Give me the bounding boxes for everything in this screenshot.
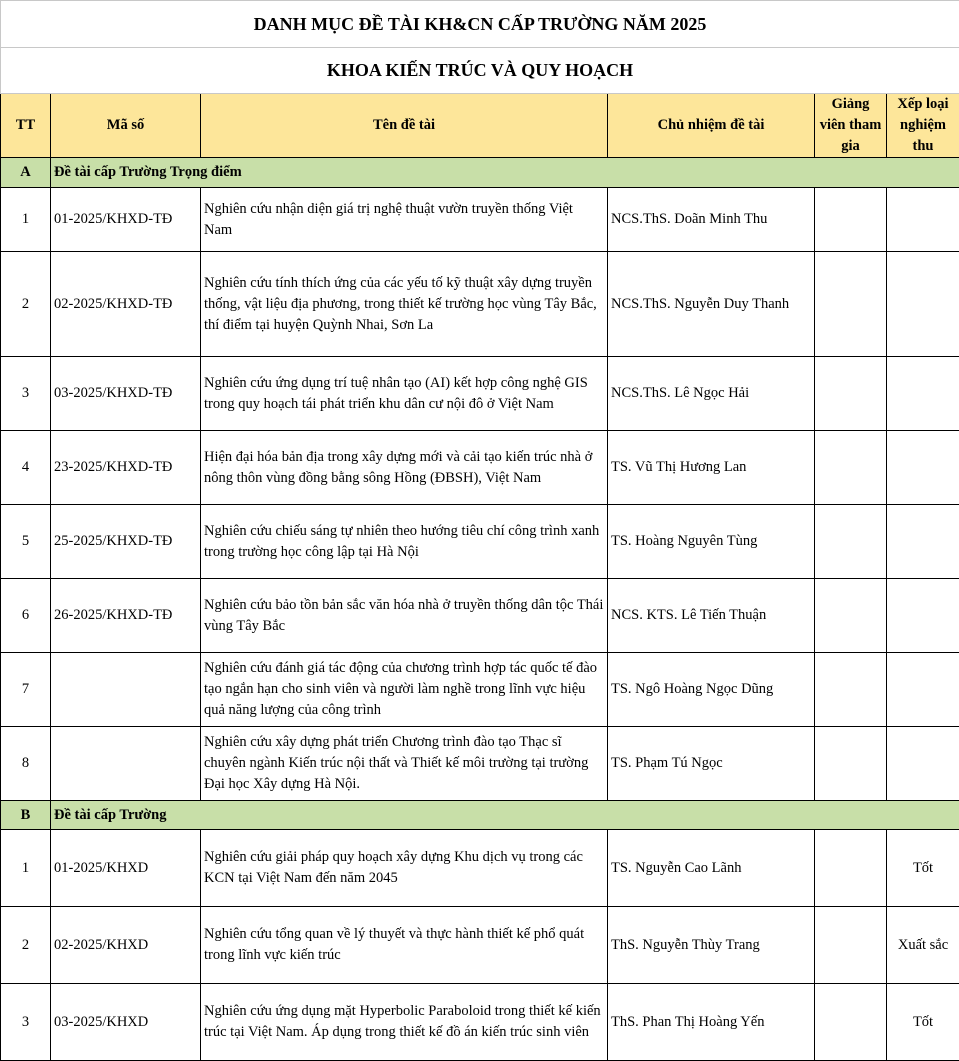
- table-row: [1, 505, 959, 579]
- table-row: [1, 357, 959, 431]
- cell-xep-loai: [887, 357, 959, 431]
- cell-giang-vien: [815, 505, 887, 579]
- cell-tt: 2: [1, 252, 51, 357]
- cell-chu-nhiem: TS. Ngô Hoàng Ngọc Dũng: [608, 653, 815, 727]
- table-row: [1, 907, 959, 984]
- cell-xep-loai: [887, 431, 959, 505]
- cell-xep-loai: Tốt: [887, 984, 959, 1061]
- cell-ma-so: 23-2025/KHXD-TĐ: [51, 431, 201, 505]
- cell-tt: 7: [1, 653, 51, 727]
- section-code: A: [1, 158, 51, 188]
- header-tt: TT: [1, 94, 51, 158]
- cell-giang-vien: [815, 727, 887, 801]
- cell-ma-so: 01-2025/KHXD: [51, 830, 201, 907]
- cell-chu-nhiem: NCS. KTS. Lê Tiến Thuận: [608, 579, 815, 653]
- cell-ten-de-tai: Nghiên cứu chiếu sáng tự nhiên theo hướng tiêu chí công trình xanh trong trường học công lập tại Hà Nội: [201, 505, 608, 579]
- section-row-b: [1, 801, 959, 830]
- table-row: [1, 984, 959, 1061]
- cell-tt: 5: [1, 505, 51, 579]
- cell-ma-so: [51, 653, 201, 727]
- cell-chu-nhiem: ThS. Nguyễn Thùy Trang: [608, 907, 815, 984]
- table-row: [1, 579, 959, 653]
- section-name: Đề tài cấp Trường: [51, 801, 959, 830]
- header-chu-nhiem: Chủ nhiệm đề tài: [608, 94, 815, 158]
- header-ma-so: Mã số: [51, 94, 201, 158]
- cell-chu-nhiem: TS. Phạm Tú Ngọc: [608, 727, 815, 801]
- cell-ma-so: 02-2025/KHXD: [51, 907, 201, 984]
- cell-ten-de-tai: Nghiên cứu đánh giá tác động của chương trình hợp tác quốc tế đào tạo ngắn hạn cho sinh viên và người làm nghề trong lĩnh vực hiệu quả năng lượng của công trình: [201, 653, 608, 727]
- header-xep-loai: Xếp loại nghiệm thu: [887, 94, 959, 158]
- cell-chu-nhiem: TS. Hoàng Nguyên Tùng: [608, 505, 815, 579]
- subtitle-row: [1, 48, 959, 94]
- table-row: [1, 830, 959, 907]
- cell-xep-loai: [887, 188, 959, 252]
- page-title: DANH MỤC ĐỀ TÀI KH&CN CẤP TRƯỜNG NĂM 2025: [1, 1, 959, 48]
- cell-tt: 3: [1, 984, 51, 1061]
- section-name: Đề tài cấp Trường Trọng điểm: [51, 158, 959, 188]
- faculty-subtitle: KHOA KIẾN TRÚC VÀ QUY HOẠCH: [1, 48, 959, 94]
- cell-ma-so: 26-2025/KHXD-TĐ: [51, 579, 201, 653]
- table-row: [1, 252, 959, 357]
- section-code: B: [1, 801, 51, 830]
- cell-chu-nhiem: NCS.ThS. Nguyễn Duy Thanh: [608, 252, 815, 357]
- cell-ten-de-tai: Nghiên cứu giải pháp quy hoạch xây dựng Khu dịch vụ trong các KCN tại Việt Nam đến năm 2045: [201, 830, 608, 907]
- cell-ten-de-tai: Nghiên cứu nhận diện giá trị nghệ thuật vườn truyền thống Việt Nam: [201, 188, 608, 252]
- cell-xep-loai: [887, 579, 959, 653]
- cell-tt: 8: [1, 727, 51, 801]
- cell-chu-nhiem: TS. Vũ Thị Hương Lan: [608, 431, 815, 505]
- cell-ten-de-tai: Nghiên cứu bảo tồn bản sắc văn hóa nhà ở truyền thống dân tộc Thái vùng Tây Bắc: [201, 579, 608, 653]
- cell-giang-vien: [815, 579, 887, 653]
- cell-giang-vien: [815, 653, 887, 727]
- header-giang-vien: Giảng viên tham gia: [815, 94, 887, 158]
- cell-giang-vien: [815, 984, 887, 1061]
- cell-giang-vien: [815, 188, 887, 252]
- cell-chu-nhiem: TS. Nguyễn Cao Lãnh: [608, 830, 815, 907]
- cell-tt: 1: [1, 188, 51, 252]
- cell-chu-nhiem: NCS.ThS. Lê Ngọc Hải: [608, 357, 815, 431]
- cell-giang-vien: [815, 357, 887, 431]
- table-row: [1, 431, 959, 505]
- cell-chu-nhiem: ThS. Phan Thị Hoàng Yến: [608, 984, 815, 1061]
- table-row: [1, 188, 959, 252]
- cell-ma-so: 25-2025/KHXD-TĐ: [51, 505, 201, 579]
- cell-giang-vien: [815, 830, 887, 907]
- cell-ten-de-tai: Nghiên cứu tính thích ứng của các yếu tố kỹ thuật xây dựng truyền thống, vật liệu địa phương, trong thiết kế trường học vùng Tây Bắc, thí điểm tại huyện Quỳnh Nhai, Sơn La: [201, 252, 608, 357]
- cell-giang-vien: [815, 907, 887, 984]
- cell-ten-de-tai: Nghiên cứu xây dựng phát triển Chương trình đào tạo Thạc sĩ chuyên ngành Kiến trúc nội thất và Thiết kế môi trường tại trường Đại học Xây dựng Hà Nội.: [201, 727, 608, 801]
- cell-ma-so: 01-2025/KHXD-TĐ: [51, 188, 201, 252]
- cell-xep-loai: [887, 727, 959, 801]
- cell-ten-de-tai: Nghiên cứu ứng dụng trí tuệ nhân tạo (AI) kết hợp công nghệ GIS trong quy hoạch tái phát triển khu dân cư nội đô ở Việt Nam: [201, 357, 608, 431]
- cell-xep-loai: [887, 252, 959, 357]
- cell-ma-so: 02-2025/KHXD-TĐ: [51, 252, 201, 357]
- header-ten-de-tai: Tên đề tài: [201, 94, 608, 158]
- table-row: [1, 653, 959, 727]
- header-row: [1, 94, 959, 158]
- title-row: [1, 1, 959, 48]
- cell-giang-vien: [815, 431, 887, 505]
- cell-chu-nhiem: NCS.ThS. Doãn Minh Thu: [608, 188, 815, 252]
- cell-xep-loai: [887, 505, 959, 579]
- cell-ten-de-tai: Hiện đại hóa bản địa trong xây dựng mới và cải tạo kiến trúc nhà ở nông thôn vùng đồng bằng sông Hồng (ĐBSH), Việt Nam: [201, 431, 608, 505]
- cell-ten-de-tai: Nghiên cứu tổng quan về lý thuyết và thực hành thiết kế phổ quát trong lĩnh vực kiến trúc: [201, 907, 608, 984]
- cell-ten-de-tai: Nghiên cứu ứng dụng mặt Hyperbolic Paraboloid trong thiết kế kiến trúc tại Việt Nam. Áp dụng trong thiết kế đồ án kiến trúc sinh viên: [201, 984, 608, 1061]
- cell-ma-so: 03-2025/KHXD-TĐ: [51, 357, 201, 431]
- cell-xep-loai: Xuất sắc: [887, 907, 959, 984]
- cell-giang-vien: [815, 252, 887, 357]
- cell-xep-loai: Tốt: [887, 830, 959, 907]
- cell-tt: 3: [1, 357, 51, 431]
- section-row-a: [1, 158, 959, 188]
- cell-tt: 1: [1, 830, 51, 907]
- cell-tt: 4: [1, 431, 51, 505]
- cell-ma-so: [51, 727, 201, 801]
- cell-tt: 2: [1, 907, 51, 984]
- cell-xep-loai: [887, 653, 959, 727]
- cell-tt: 6: [1, 579, 51, 653]
- table-row: [1, 727, 959, 801]
- cell-ma-so: 03-2025/KHXD: [51, 984, 201, 1061]
